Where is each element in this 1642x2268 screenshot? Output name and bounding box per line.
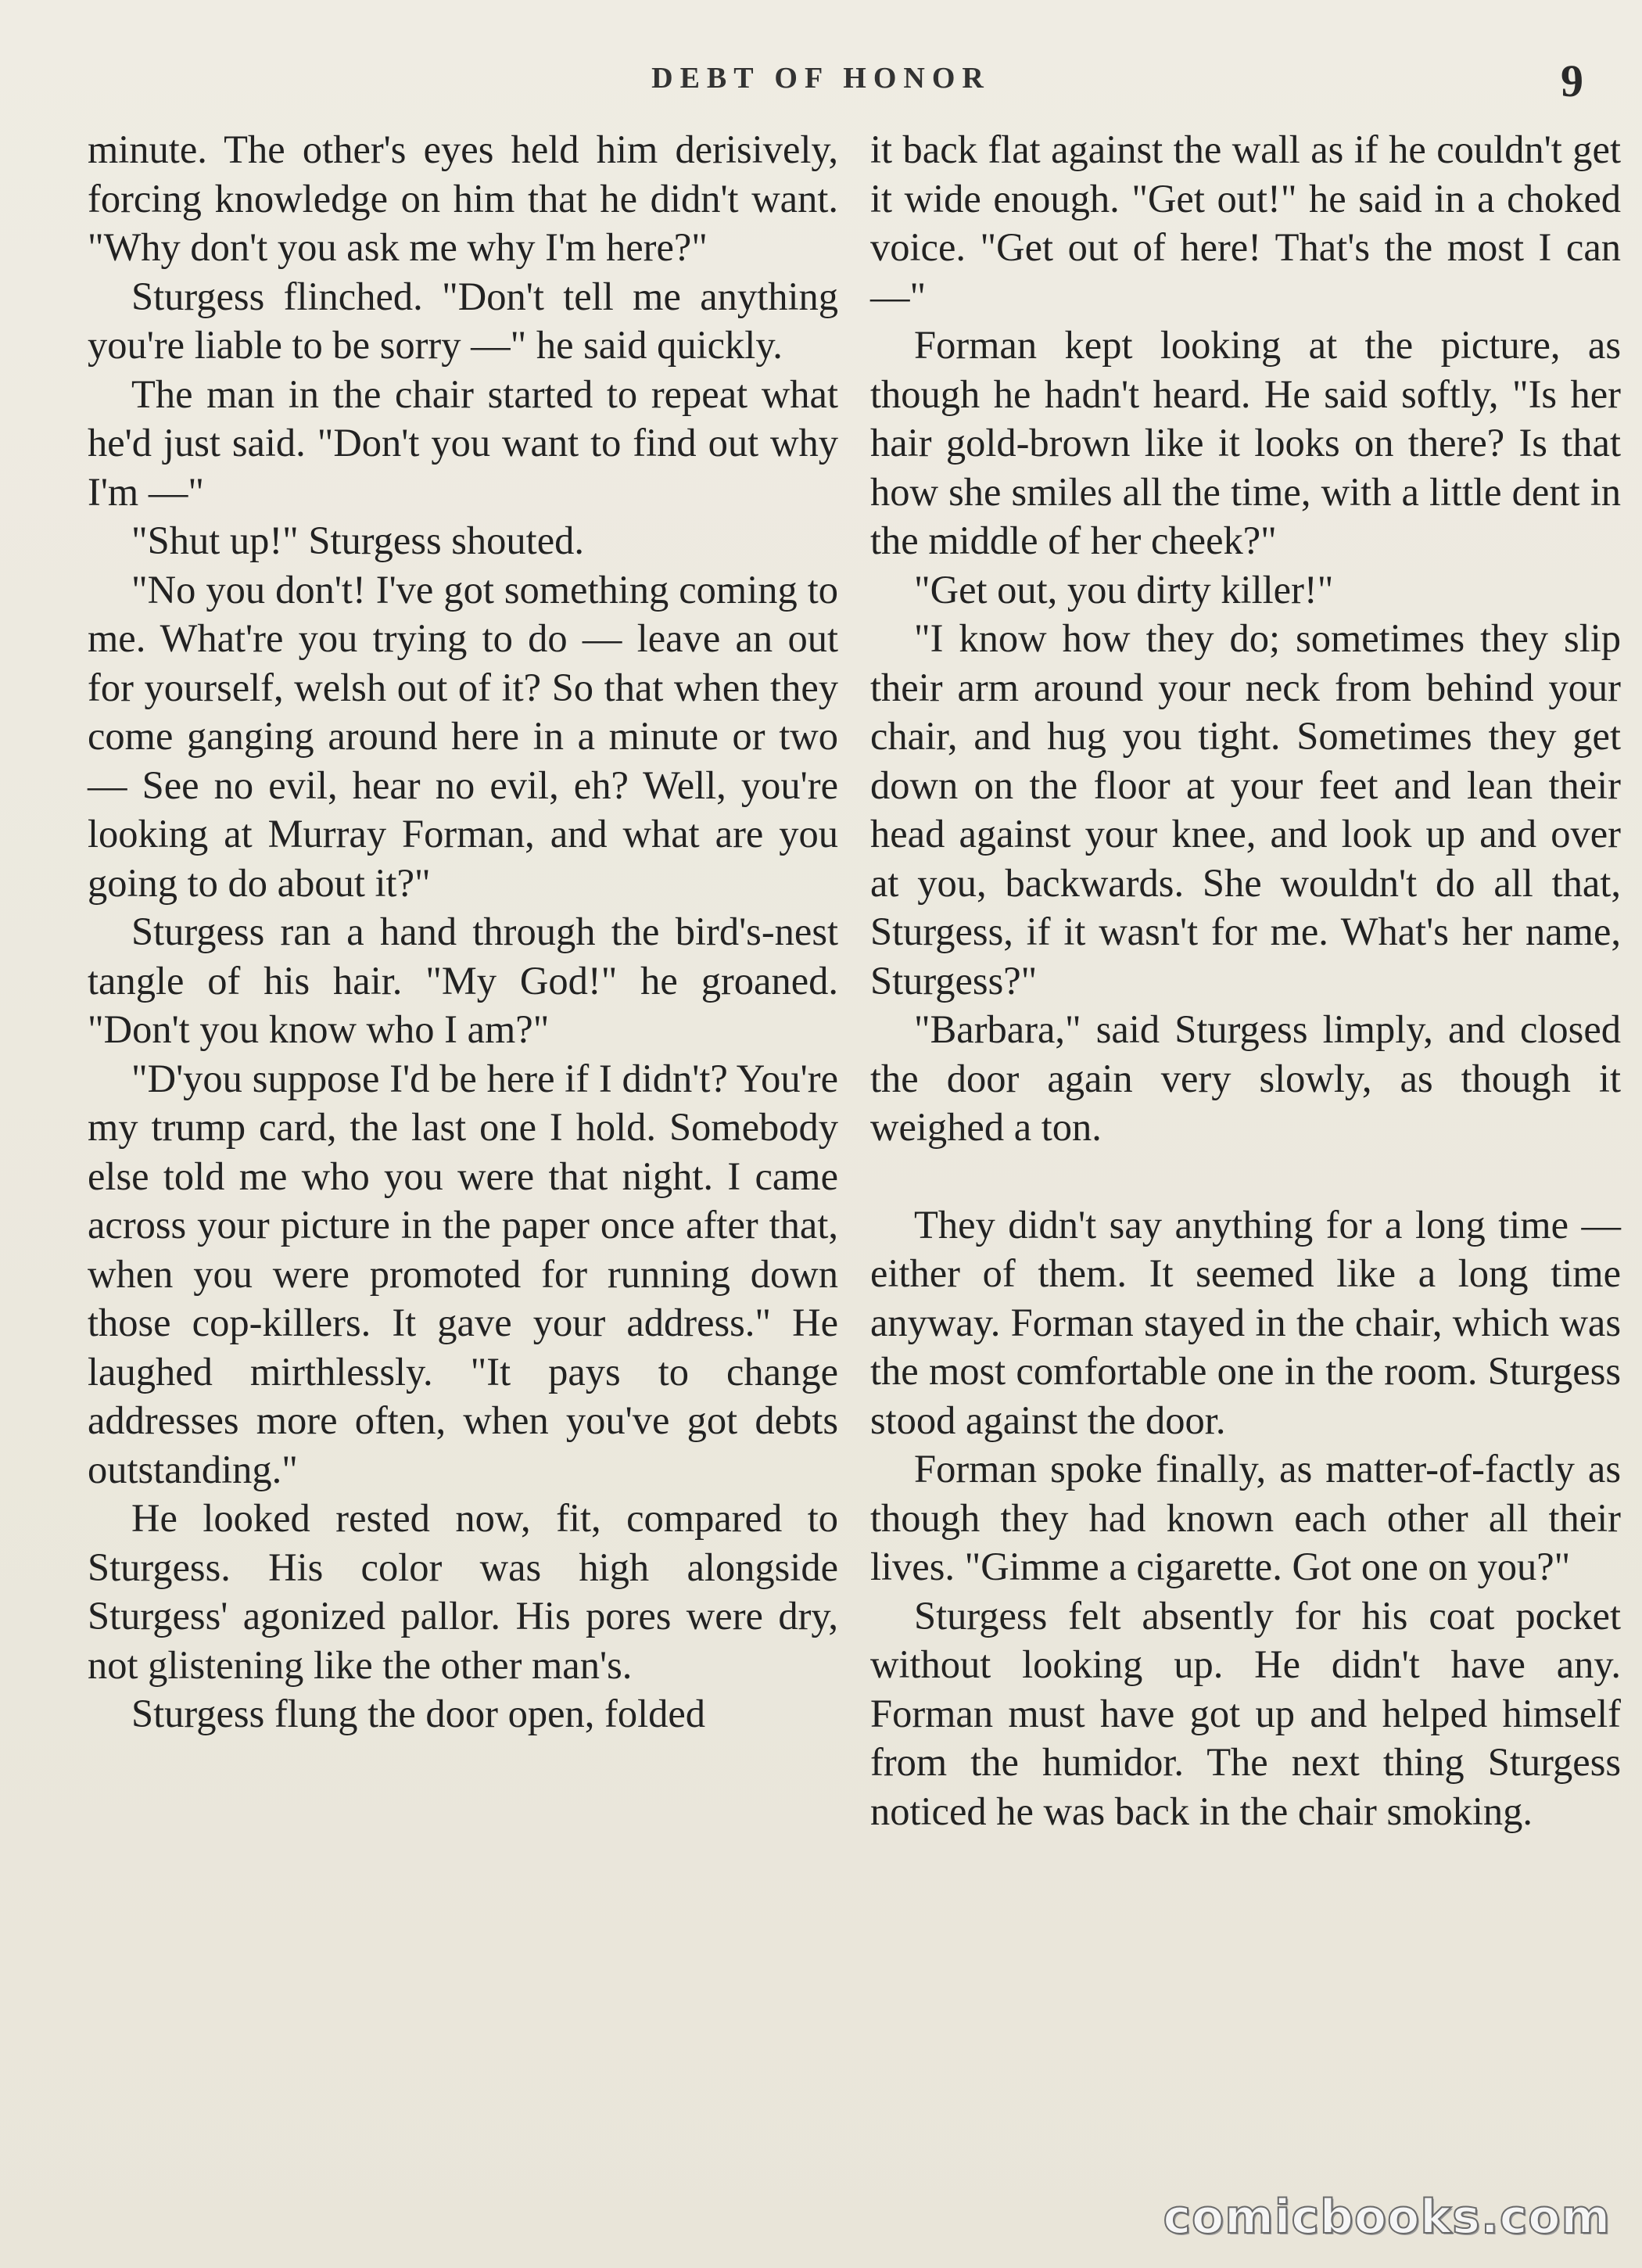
- paragraph: Sturgess ran a hand through the bird's-nest tangle of his hair. "My God!" he groaned. "Don't you know who I am?": [88, 910, 838, 1051]
- paragraph: "Get out, you dirty killer!": [914, 567, 1334, 612]
- paragraph: Sturgess flinched. "Don't tell me anything you're liable to be sorry —" he said quickly.: [88, 274, 838, 367]
- paragraph: "Barbara," said Sturgess limply, and closed the door again very slowly, as though it weighed a ton.: [870, 1007, 1621, 1149]
- page-number: 9: [1561, 56, 1583, 106]
- paragraph: Sturgess flung the door open, folded: [131, 1692, 706, 1735]
- right-column: [870, 125, 1621, 1836]
- paragraph: minute. The other's eyes held him derisively, forcing knowledge on him that he didn't want. "Why don't you ask me why I'm here?": [88, 127, 838, 269]
- running-title: DEBT OF HONOR: [651, 62, 991, 95]
- paragraph: The man in the chair started to repeat what he'd just said. "Don't you want to find out why I'm —": [88, 371, 838, 514]
- paragraph: Sturgess felt absently for his coat pocket without looking up. He didn't have any. Forman must have got up and helped himself from the humidor. The next thing Sturgess noticed he was back in the chair smoking.: [870, 1593, 1621, 1833]
- paragraph: "D'you suppose I'd be here if I didn't? You're my trump card, the last one I hold. Somebody else told me who you were that night. I came across your picture in the paper once after that, when you were promoted for running down those cop-killers. It gave your address." He laughed mirthlessly. "It pays to change addresses more often, when you've got debts outstanding.": [88, 1056, 838, 1491]
- paragraph: Forman spoke finally, as matter-of-factly as though they had known each other all their lives. "Gimme a cigarette. Got one on you?": [870, 1447, 1621, 1588]
- paragraph: "I know how they do; sometimes they slip their arm around your neck from behind your chair, and hug you tight. Sometimes they get down on the floor at your feet and lean their head against your knee, and look up and over at you, backwards. She wouldn't do all that, Sturgess, if it wasn't for me. What's her name, Sturgess?": [870, 616, 1621, 1003]
- left-column: [88, 125, 838, 1739]
- paragraph: "Shut up!" Sturgess shouted.: [131, 519, 584, 562]
- paragraph: He looked rested now, fit, compared to Sturgess. His color was high alongside Sturgess' agonized pallor. His pores were dry, not glistening like the other man's.: [88, 1496, 838, 1687]
- paragraph: They didn't say anything for a long time — either of them. It seemed like a long time anyway. Forman stayed in the chair, which was the most comfortable one in the room. Sturgess stood against the door.: [870, 1202, 1621, 1442]
- paragraph: "No you don't! I've got something coming to me. What're you trying to do — leave an out for yourself, welsh out of it? So that when they come ganging around here in a minute or two — See no evil, hear no evil, eh? Well, you're looking at Murray Forman, and what are you going to do about it?": [88, 567, 838, 905]
- paragraph: it back flat against the wall as if he couldn't get it wide enough. "Get out!" he said in a choked voice. "Get out of here! That's the most I can —": [870, 127, 1621, 318]
- site-watermark: comicbooks.com: [1163, 2190, 1611, 2245]
- paragraph: Forman kept looking at the picture, as though he hadn't heard. He said softly, "Is her hair gold-brown like it looks on there? Is that how she smiles all the time, with a little dent in the middle of her cheek?": [870, 323, 1621, 562]
